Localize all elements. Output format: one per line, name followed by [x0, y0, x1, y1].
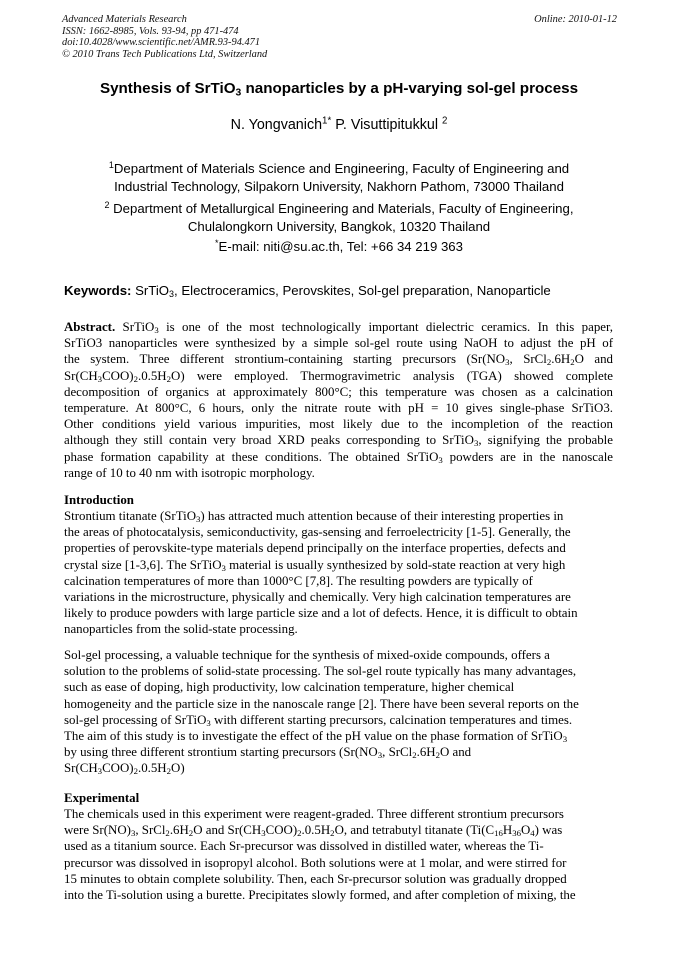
author-list: N. Yongvanich$^{1*}$ P. Visuttipitukkul $^2$ [230, 115, 448, 133]
text-line: range of 10 to 40 nm with isotropic morphology. [64, 465, 315, 480]
text-line: nanoparticles from the solid-state processing. [64, 622, 298, 637]
text-line: SrTiO3 nanoparticles were synthesized by a simple sol-gel route using NaOH to adjust the pH of [64, 336, 613, 351]
text-line: the system. Three different strontium-containing starting precursors ($Sr(NO_3$, $SrCl_2.6H_2O$ and [64, 352, 613, 368]
text-line: homogeneity and the particle size in the nanoscale range [2]. There have been several reports on the [64, 696, 579, 711]
text-line: *E-mail: niti@su.ac.th, Tel: +66 34 219 363 [215, 238, 463, 254]
abstract-paragraph [64, 319, 613, 481]
affiliation-2 [0, 200, 678, 236]
text-line: Other conditions yield various impurities, most likely due to the incompletion of the reaction [64, 417, 613, 432]
text-line: sol-gel processing of SrTiO$_3$ with different starting precursors, calcination temperatures and times. [64, 712, 573, 728]
text-line: Sol-gel processing, a valuable technique for the synthesis of mixed-oxide compounds, offers a [64, 648, 550, 662]
journal-name: Advanced Materials Research [62, 14, 187, 25]
text-line: Strontium titanate (SrTiO$_3$) has attracted much attention because of their interesting properties in [64, 509, 564, 525]
experimental-paragraph-1 [64, 806, 613, 903]
text-line: the areas of photocatalysis, semiconductivity, gas-sensing and ferroelectricity [1-5]. Generally, the [64, 525, 571, 540]
doi-line: doi:10.4028/www.scientific.net/AMR.93-94.471 [62, 37, 261, 48]
text-line: into the Ti-solution using a burette. Precipitates slowly formed, and after completion of mixing, the [64, 888, 576, 903]
text-line: calcination temperatures of more than 1000°C [7,8]. The resulting powders are typically of [64, 573, 533, 588]
keywords-list: SrTiO$_3$, Electroceramics, Perovskites, Sol-gel preparation, Nanoparticle [131, 283, 551, 300]
text-line: $^2$ Department of Metallurgical Engineering and Materials, Faculty of Engineering, [104, 200, 574, 216]
text-line: Chulalongkorn University, Bangkok, 10320 Thailand [187, 219, 491, 234]
text-line: phase formation capability at these conditions. The obtained SrTiO$_3$ powders are in the nanoscale [64, 449, 613, 465]
text-line: $^1$Department of Materials Science and Engineering, Faculty of Engineering and [108, 160, 570, 176]
text-line: The aim of this study is to investigate the effect of the pH value on the phase formation of SrTiO$_3$ [64, 729, 568, 745]
online-date: Online: 2010-01-12 [534, 14, 617, 25]
copyright-line: © 2010 Trans Tech Publications Ltd, Switzerland [62, 48, 268, 60]
keywords-label: Keywords: [64, 283, 132, 298]
text-line: precursor was dissolved in isopropyl alcohol. Both solutions were at 1 molar, and were stirred for [64, 855, 567, 870]
text-line: such as ease of doping, high productivity, low calcination temperature, higher chemical [64, 680, 515, 695]
text-line: Industrial Technology, Silpakorn University, Nakhorn Pathom, 73000 Thailand [114, 179, 564, 194]
text-line: crystal size [1-3,6]. The SrTiO$_3$ material is usually synthesized by sold-state reaction at very high [64, 557, 566, 573]
section-heading-introduction: Introduction [64, 493, 134, 507]
introduction-paragraph-1 [64, 508, 613, 638]
text-line: temperature. At 800°C, 6 hours, only the nitrate route with pH = 10 gives single-phase SrTiO3. [64, 401, 613, 416]
text-line: 15 minutes to obtain complete solubility. Then, each Sr-precursor solution was gradually dropped [64, 871, 567, 886]
text-line: variations in the microstructure, physically and chemically. Very high calcination temperatures are [64, 590, 571, 605]
text-line: properties of perovskite-type materials depend principally on the interface properties, defects and [64, 541, 566, 556]
text-line: likely to produce powders with large particle size and a lot of defects. Hence, it is difficult to obtain [64, 606, 578, 621]
text-line: by using three different strontium starting precursors ($Sr(NO_3$, $SrCl_2.6H_2O$ and [64, 745, 472, 761]
introduction-paragraph-2 [64, 647, 613, 777]
text-line: The chemicals used in this experiment were reagent-graded. Three different strontium precursors [64, 807, 564, 821]
affiliation-1 [0, 160, 678, 196]
text-line: solution to the problems of solid-state processing. The sol-gel route typically has many advantages, [64, 664, 577, 679]
text-line: were $Sr(NO)_3$, $SrCl_2.6H_2O$ and $Sr(CH_3COO)_2.0.5H_2O$, and tetrabutyl titanate ($Ti(C_{16}H_{36}O_4)$ was [64, 823, 563, 839]
keywords [64, 282, 551, 299]
contact-email [0, 238, 678, 256]
text-line: used as a titanium source. Each Sr-precursor was dissolved in distilled water, whereas the Ti- [64, 839, 544, 854]
text-line: although they still contain very broad XRD peaks corresponding to SrTiO$_3$, signifying the probable [64, 433, 613, 449]
section-heading-experimental: Experimental [64, 791, 140, 805]
text-line: decomposition of organics at approximately 800°C; this temperature was chosen as a calcination [64, 384, 613, 399]
issn-line: ISSN: 1662-8985, Vols. 93-94, pp 471-474 [62, 25, 239, 37]
paper-title: Synthesis of SrTiO$_3$ nanoparticles by a pH-varying sol-gel process [99, 80, 579, 99]
text-line: Abstract. SrTiO$_3$ is one of the most technologically important dielectric ceramics. In this paper, [64, 320, 614, 336]
text-line: $Sr(CH_3COO)_2.0.5H_2O$) [64, 761, 185, 777]
journal-header [62, 14, 267, 60]
text-line: $Sr(CH_3COO)_2.0.5H_2O$) were employed. Thermogravimetric analysis (TGA) showed complete [64, 368, 613, 384]
